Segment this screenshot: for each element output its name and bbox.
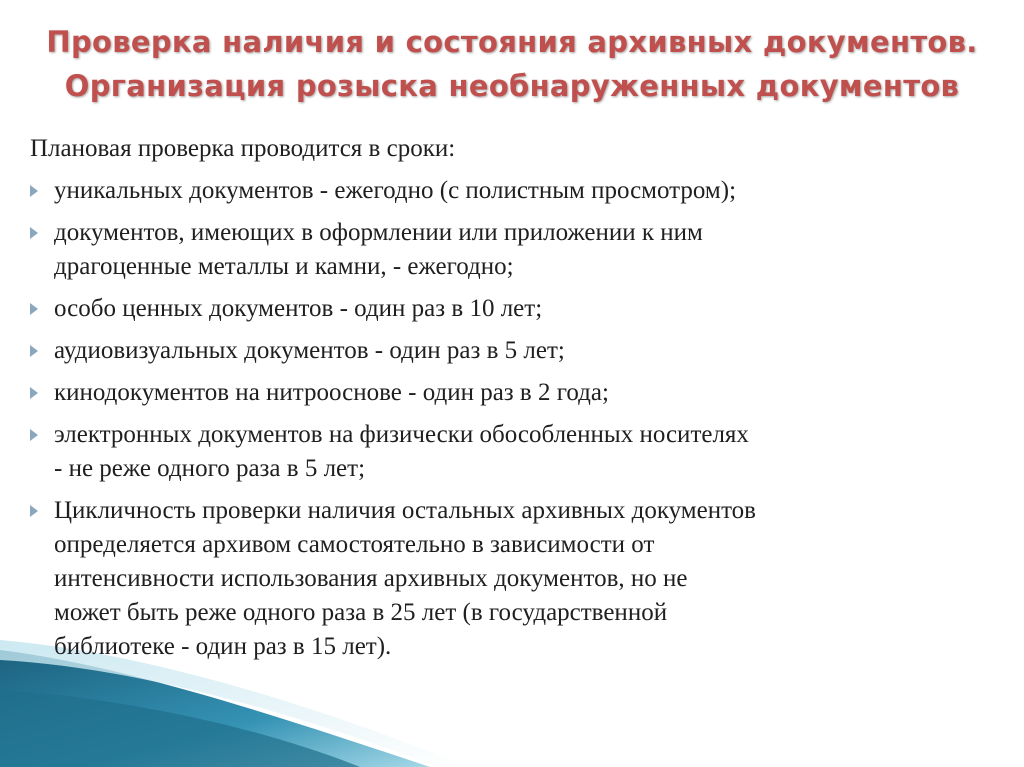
list-item-line: Цикличность проверки наличия остальных архивных документов: [54, 497, 756, 524]
list-item-line: может быть реже одного раза в 25 лет (в государственной: [54, 599, 668, 626]
list-item-line: драгоценные металлы и камни, - ежегодно;: [54, 253, 514, 280]
list-item-line: библиотеке - один раз в 15 лет).: [54, 633, 392, 660]
list-item: [30, 292, 1015, 326]
arrow-bullet-icon: [30, 345, 38, 357]
list-item: [30, 376, 1015, 410]
list-item: [30, 418, 1015, 486]
list-item-line: уникальных документов - ежегодно (с полистным просмотром);: [54, 177, 737, 204]
list-item: [30, 216, 1015, 284]
arrow-bullet-icon: [30, 505, 38, 517]
arrow-bullet-icon: [30, 185, 38, 197]
bullet-list: [30, 174, 1015, 664]
title-line-2: Организация розыска необнаруженных документов: [64, 69, 960, 103]
arrow-bullet-icon: [30, 429, 38, 441]
arrow-bullet-icon: [30, 227, 38, 239]
arrow-bullet-icon: [30, 303, 38, 315]
list-item: [30, 174, 1015, 208]
list-item-line: аудиовизуальных документов - один раз в 5 лет;: [54, 337, 565, 364]
title-line-1: Проверка наличия и состояния архивных документов.: [46, 25, 978, 59]
list-item: [30, 494, 1015, 664]
list-item-line: особо ценных документов - один раз в 10 лет;: [54, 295, 543, 322]
arrow-bullet-icon: [30, 387, 38, 399]
list-item-line: интенсивности использования архивных документов, но не: [54, 565, 688, 592]
list-item-line: - не реже одного раза в 5 лет;: [54, 455, 366, 482]
list-item-line: кинодокументов на нитрооснове - один раз в 2 года;: [54, 379, 609, 406]
list-item-line: определяется архивом самостоятельно в зависимости от: [54, 531, 655, 558]
list-item-line: электронных документов на физически обособленных носителях: [54, 421, 749, 448]
list-item: [30, 334, 1015, 368]
intro-text: Плановая проверка проводится в сроки:: [30, 135, 456, 162]
list-item-line: документов, имеющих в оформлении или приложении к ним: [54, 219, 703, 246]
content: [30, 132, 1015, 672]
